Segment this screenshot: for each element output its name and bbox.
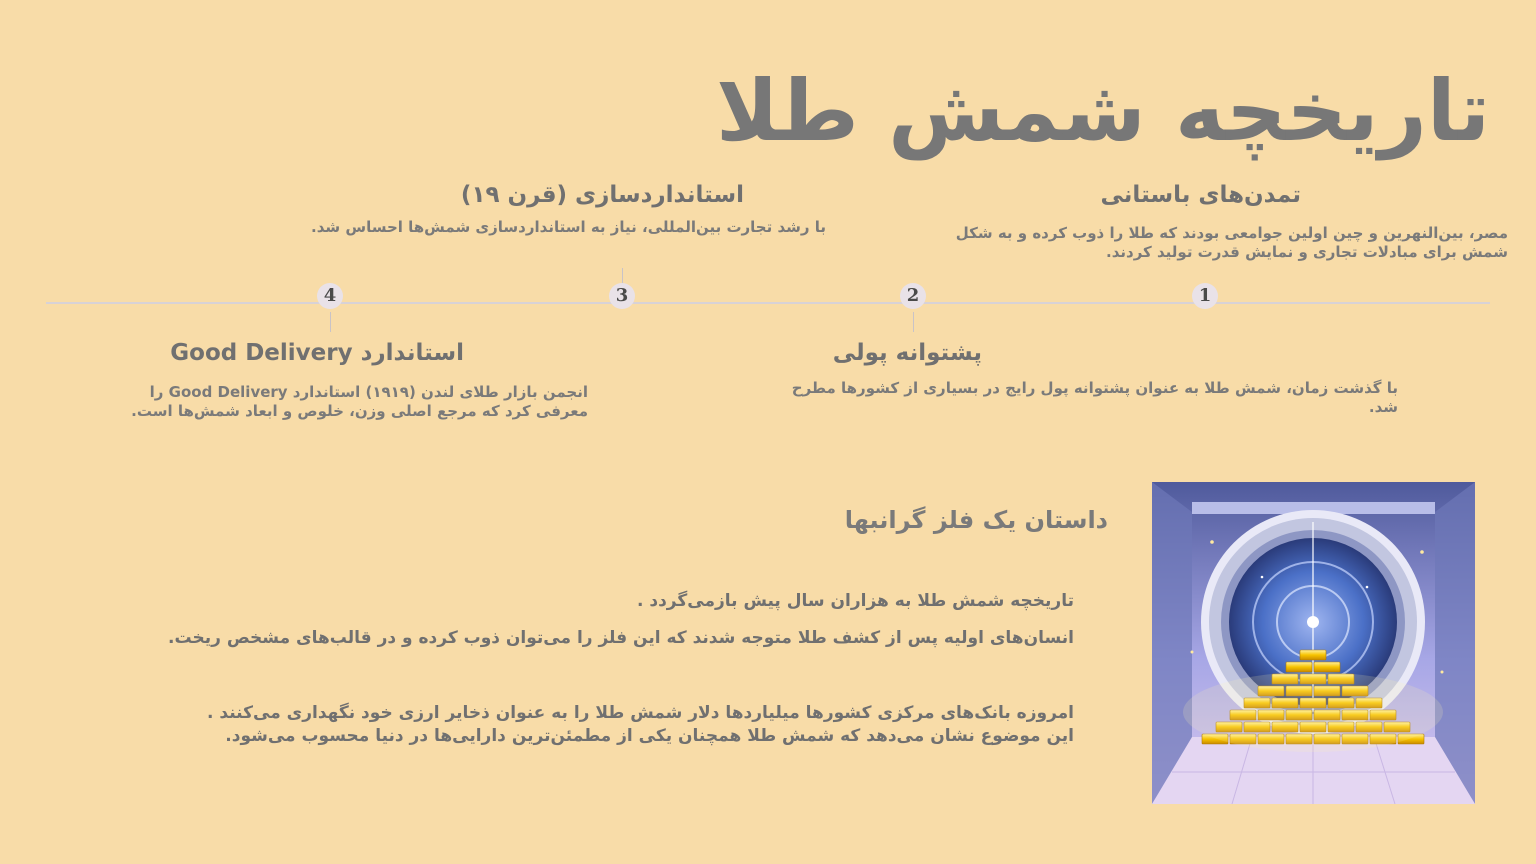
timeline-node-4: 4 xyxy=(317,283,343,309)
event-4-title: استاندارد Good Delivery xyxy=(170,340,464,366)
event-2-title: پشتوانه پولی xyxy=(832,340,982,366)
event-4-desc: انجمن بازار طلای لندن (۱۹۱۹) استاندارد Good Delivery را معرفی کرد که مرجع اصلی وزن، خلوص و ابعاد شمش‌ها است. xyxy=(131,383,588,420)
timeline-tick-4 xyxy=(330,312,331,332)
timeline-node-2: 2 xyxy=(900,283,926,309)
story-paragraph-1: تاریخچه شمش طلا به هزاران سال پیش بازمی‌گردد . xyxy=(636,591,1074,611)
event-1-title: تمدن‌های باستانی xyxy=(1100,182,1301,208)
timeline-tick-2 xyxy=(913,312,914,332)
timeline-line xyxy=(46,302,1490,304)
event-2-desc: با گذشت زمان، شمش طلا به عنوان پشتوانه پول رایج در بسیاری از کشورها مطرح شد. xyxy=(791,379,1398,416)
timeline-node-1: 1 xyxy=(1192,283,1218,309)
story-paragraph-3: امروزه بانک‌های مرکزی کشورها میلیاردها دلار شمش طلا را به عنوان ذخایر ارزی خود نگهداری می‌کنند . این موضوع نشان می‌دهد که شمش طلا همچنان یکی از مطمئن‌ترین دارایی‌ها در دنیا محسوب می‌شود. xyxy=(207,703,1074,746)
event-3-title: استانداردسازی (قرن ۱۹) xyxy=(460,182,744,208)
timeline-node-3: 3 xyxy=(609,283,635,309)
event-1-desc: مصر، بین‌النهرین و چین اولین جوامعی بودند که طلا را ذوب کرده و به شکل شمش برای مبادلات تجاری و نمایش قدرت تولید کردند. xyxy=(955,224,1508,261)
gold-vault-illustration xyxy=(1152,482,1475,804)
page-title: تاریخچه شمش طلا xyxy=(715,62,1490,160)
story-subtitle: داستان یک فلز گرانبها xyxy=(844,506,1108,534)
story-paragraph-2: انسان‌های اولیه پس از کشف طلا متوجه شدند که این فلز را می‌توان ذوب کرده و در قالب‌های مشخص ریخت. xyxy=(168,628,1074,648)
event-3-desc: با رشد تجارت بین‌المللی، نیاز به استانداردسازی شمش‌ها احساس شد. xyxy=(311,218,826,236)
